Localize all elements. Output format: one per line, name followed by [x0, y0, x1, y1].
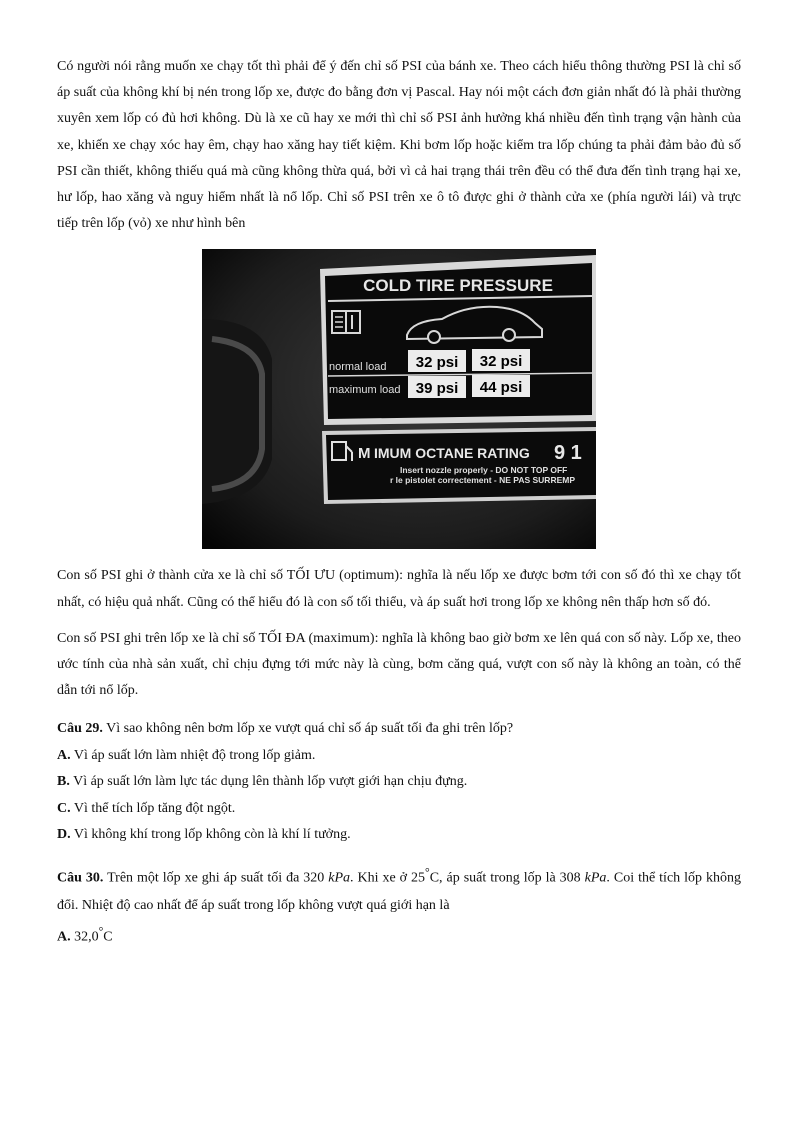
question-30-label: Câu 30. — [57, 871, 104, 887]
question-29-option-b — [57, 769, 741, 795]
front-max-psi: 39 psi — [415, 380, 459, 398]
question-30-option-a — [57, 919, 741, 951]
document-page — [57, 54, 741, 951]
question-30 — [57, 860, 741, 918]
option-text: Vì thể tích lốp tăng đột ngột. — [70, 800, 236, 816]
question-29-option-a — [57, 743, 741, 769]
question-29-option-d — [57, 822, 741, 848]
option-text: Vì áp suất lớn làm lực tác dụng lên thành lốp vượt giới hạn chịu đựng. — [69, 774, 468, 790]
front-normal-psi: 32 psi — [415, 354, 459, 372]
option-text: Vì không khí trong lốp không còn là khí lí tưởng. — [70, 827, 351, 843]
question-30-text-a: Trên một lốp xe ghi áp suất tối đa 320 — [103, 871, 329, 887]
octane-rating-value: 9 1 — [554, 442, 582, 465]
unit-kpa: kPa — [328, 871, 351, 887]
degree-symbol: ° — [98, 924, 104, 938]
question-30-text-c: C, áp suất trong lốp là 308 — [429, 871, 585, 887]
question-29-text: Vì sao không nên bơm lốp xe vượt quá chỉ số áp suất tối đa ghi trên lốp? — [102, 721, 514, 737]
degree-symbol: ° — [425, 866, 430, 880]
option-value: 32,0 — [70, 929, 99, 945]
tire-pressure-label-photo — [202, 249, 596, 549]
rear-max-psi: 44 psi — [479, 379, 523, 397]
question-29-label: Câu 29. — [57, 721, 103, 737]
sticker-title: COLD TIRE PRESSURE — [363, 276, 553, 296]
option-key: B. — [57, 774, 70, 790]
maximum-paragraph: Con số PSI ghi trên lốp xe là chỉ số TỐI ĐA (maximum): nghĩa là không bao giờ bơm xe lên quá con số này. Lốp xe, theo ước tính của nhà sản xuất, chỉ chịu đựng tới mức này là cùng, bơm căng quá, vượt con số này là không an toàn, có thể dẫn tới nổ lốp. — [57, 630, 741, 699]
maximum-load-label: maximum load — [329, 384, 401, 397]
option-unit: C — [103, 929, 113, 945]
option-key: C. — [57, 800, 71, 816]
option-key: D. — [57, 827, 71, 843]
rear-normal-psi: 32 psi — [479, 353, 523, 371]
option-text: Vì áp suất lớn làm nhiệt độ trong lốp giảm. — [70, 747, 316, 763]
question-30-text-b: . Khi xe ở 25 — [350, 871, 426, 887]
octane-prefix: M — [358, 445, 371, 463]
nozzle-warning-en: Insert nozzle properly - DO NOT TOP OFF — [400, 465, 568, 476]
intro-paragraph: Có người nói rằng muốn xe chạy tốt thì phải để ý đến chỉ số PSI của bánh xe. Theo cách hiểu thông thường PSI là chỉ số áp suất của không khí bị nén trong lốp xe, được đo bằng đơn vị Pascal. Hay nói một cách đơn giản nhất đó là phải thường xuyên xem lốp có đủ hơi không. Dù là xe cũ hay xe mới thì chỉ số PSI ảnh hưởng khá nhiều đến tình trạng vận hành của xe, khiến xe chạy xóc hay êm, chạy hao xăng hay tiết kiệm. Khi bơm lốp hoặc kiểm tra lốp chúng ta phải đảm bảo đủ số PSI cần thiết, không thiếu quá mà cũng không thừa quá, bởi vì cả hai trạng thái trên đều có thể đưa đến tình trạng hại xe, hư lốp, hao xăng và nguy hiểm nhất là nổ lốp. Chỉ số PSI trên xe ô tô được ghi ở thành cửa xe (phía người lái) và trực tiếp trên lốp (vỏ) xe như hình bên — [57, 59, 741, 232]
octane-rating-text: IMUM OCTANE RATING — [374, 445, 530, 462]
tire-sticker — [320, 255, 596, 425]
nozzle-warning-fr: r le pistolet correctement - NE PAS SURREMP — [390, 475, 575, 486]
octane-sticker — [322, 427, 596, 504]
question-29-option-c — [57, 796, 741, 822]
option-key: A. — [57, 747, 71, 763]
question-29 — [57, 716, 741, 742]
unit-kpa: kPa — [584, 871, 607, 887]
question-30-text-d: . Coi thể tích lốp không đổi. Nhiệt độ cao nhất để áp suất trong lốp không vượt quá giới hạn là — [57, 871, 741, 913]
normal-load-label: normal load — [329, 361, 387, 374]
option-key: A. — [57, 929, 71, 945]
optimum-paragraph: Con số PSI ghi ở thành cửa xe là chỉ số TỐI ƯU (optimum): nghĩa là nếu lốp xe được bơm tới con số đó thì xe chạy tốt nhất, có hiệu quả nhất. Cũng có thể hiểu đó là con số tối thiểu, và áp suất hơi trong lốp xe không nên thấp hơn số đó. — [57, 568, 741, 610]
